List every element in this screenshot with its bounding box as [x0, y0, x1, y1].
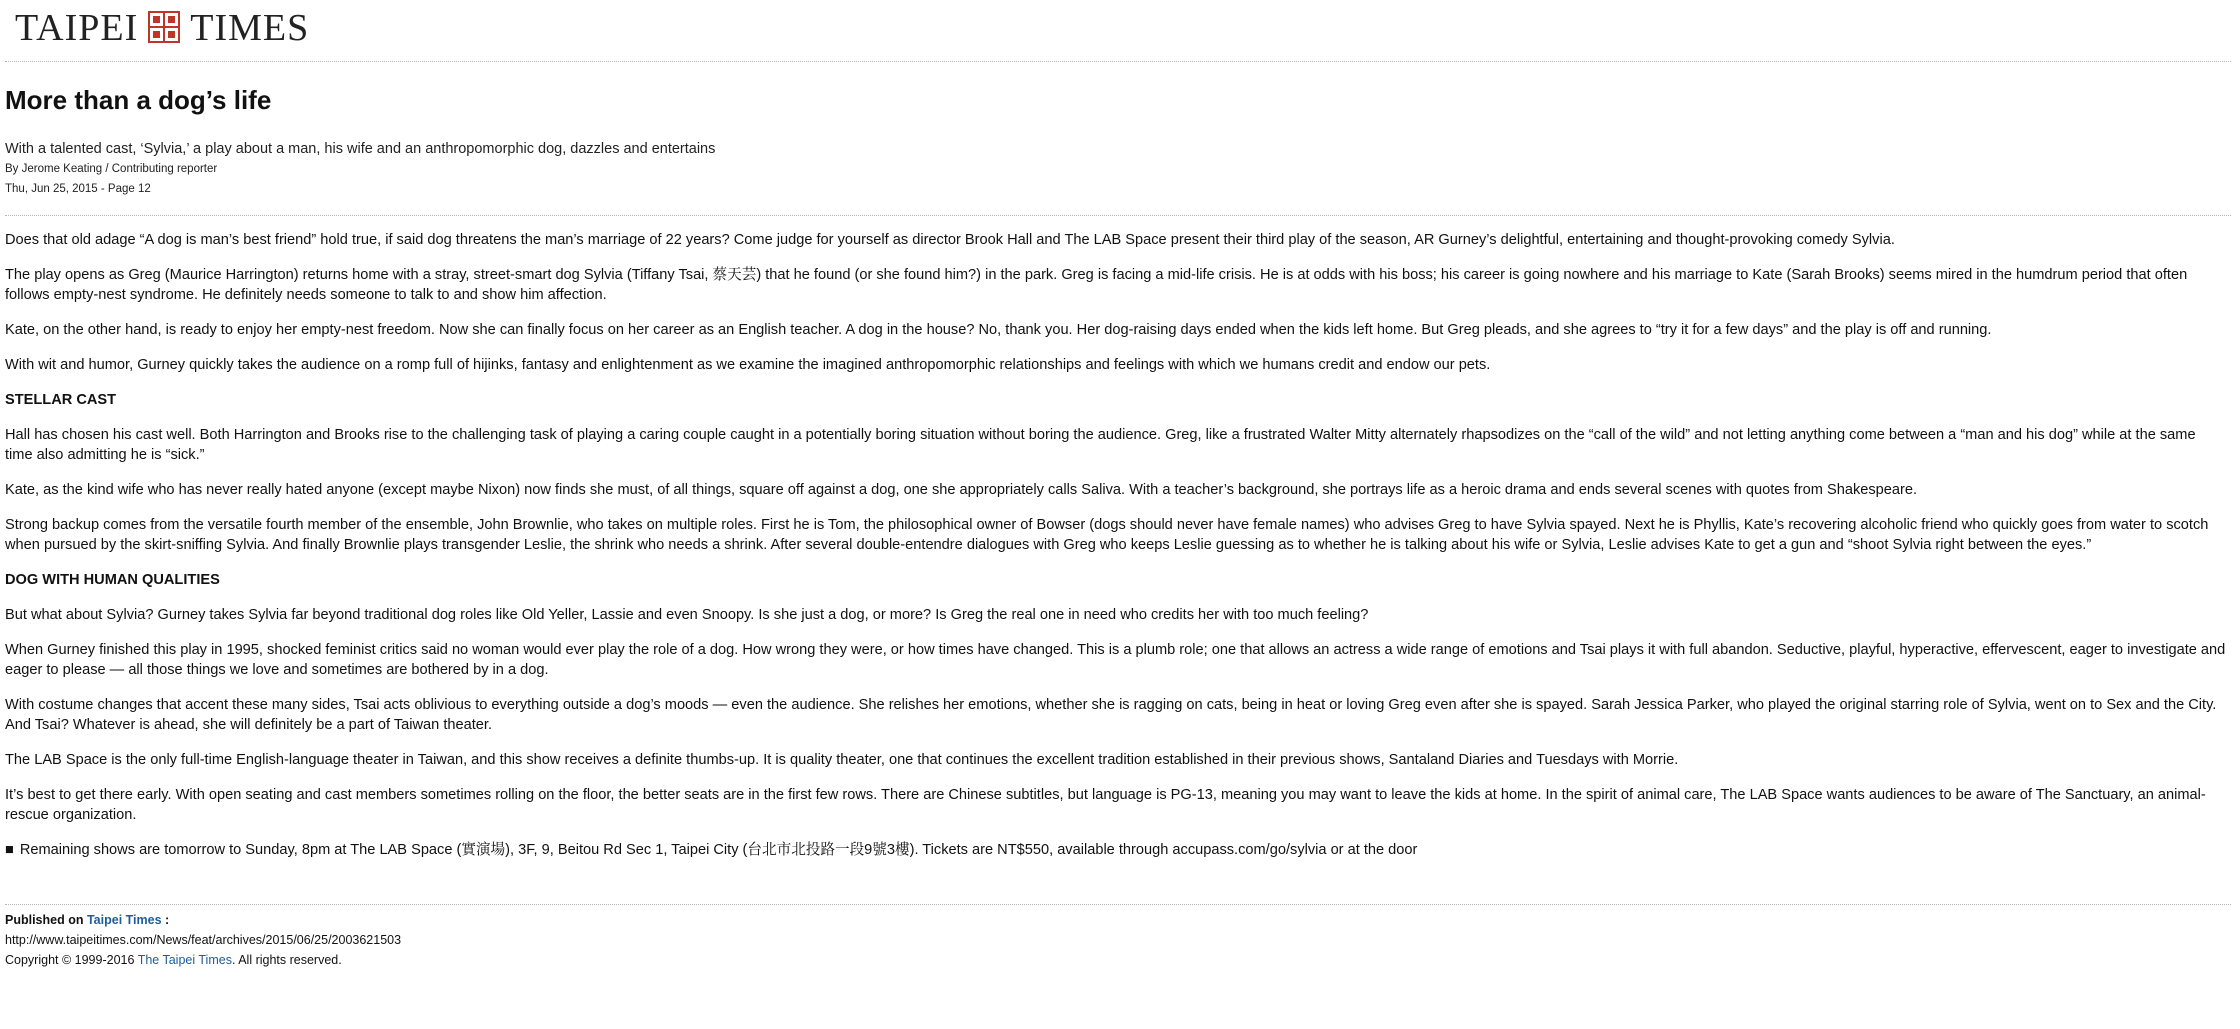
masthead-divider: [5, 61, 2231, 62]
article-paragraph: The LAB Space is the only full-time English-language theater in Taiwan, and this show receives a definite thumbs-up. It is quality theater, one that continues the excellent tradition established in their previous shows, Santaland Diaries and Tuesdays with Morrie.: [5, 752, 1679, 768]
article-paragraph: With costume changes that accent these many sides, Tsai acts oblivious to everything outside a dog’s moods — even the audience. She relishes her emotions, whether she is ragging on cats, being in heat or loving Greg even after she is spayed. Sarah Jessica Parker, who played the original starring role of Sylvia, went on to Sex and the City. And Tsai? Whatever is ahead, she will definitely be a part of Taiwan theater.: [5, 697, 2217, 733]
article-body: [5, 230, 2227, 875]
taipei-times-seal-icon: [148, 11, 180, 43]
copyright-suffix: . All rights reserved.: [231, 953, 342, 967]
copyright-line: [5, 950, 401, 970]
published-suffix: :: [165, 913, 170, 927]
show-info-text: Remaining shows are tomorrow to Sunday, 8pm at The LAB Space (實演場), 3F, 9, Beitou Rd Sec 1, Taipei City (台北市北投路一段9號3樓). Tickets are NT$550, available through accupass.com/go/sylvia or at the door: [19, 842, 1418, 858]
footer-divider: [5, 904, 2231, 905]
masthead-word-taipei: TAIPEI: [15, 7, 139, 49]
article-headline: More than a dog’s life: [5, 85, 272, 115]
article-dateline: Thu, Jun 25, 2015 - Page 12: [5, 183, 151, 195]
section-heading-dog-with-human-qualities: DOG WITH HUMAN QUALITIES: [5, 572, 220, 588]
the-taipei-times-link[interactable]: The Taipei Times: [137, 953, 232, 967]
published-prefix: Published on: [5, 913, 84, 927]
show-info-paragraph: [5, 840, 2227, 860]
article-footer: [5, 910, 401, 970]
article-paragraph: Strong backup comes from the versatile fourth member of the ensemble, John Brownlie, who takes on multiple roles. First he is Tom, the philosophical owner of Bowser (dogs should never have female names) who advises Greg to have Sylvia spayed. Next he is Phyllis, Kate’s recovering alcoholic friend who quickly goes from water to scotch when pursued by the skirt-sniffing Sylvia. And finally Brownlie plays transgender Leslie, the shrink who needs a shrink. After several double-entendre dialogues with Greg who keeps Leslie guessing as to whether he is talking about his wife or Sylvia, Leslie advises Kate to get a gun and “shoot Sylvia right between the eyes.”: [5, 517, 2209, 553]
masthead-logo[interactable]: [15, 8, 309, 48]
header-divider: [5, 215, 2231, 216]
article-paragraph: With wit and humor, Gurney quickly takes the audience on a romp full of hijinks, fantasy and enlightenment as we examine the imagined anthropomorphic relationships and feelings with which we humans credit and endow our pets.: [5, 357, 1491, 373]
article-subhead: With a talented cast, ‘Sylvia,’ a play about a man, his wife and an anthropomorphic dog, dazzles and entertains: [5, 141, 716, 157]
masthead-word-times: TIMES: [190, 7, 310, 49]
square-bullet-icon: ■: [5, 842, 14, 858]
article-paragraph: It’s best to get there early. With open seating and cast members sometimes rolling on the floor, the better seats are in the first few rows. There are Chinese subtitles, but language is PG-13, meaning you may want to leave the kids at home. In the spirit of animal care, The LAB Space wants audiences to be aware of The Sanctuary, an animal-rescue organization.: [5, 787, 2206, 823]
article-paragraph: The play opens as Greg (Maurice Harrington) returns home with a stray, street-smart dog Sylvia (Tiffany Tsai, 蔡天芸) that he found (or she found him?) in the park. Greg is facing a mid-life crisis. He is at odds with his boss; his career is going nowhere and his marriage to Kate (Sarah Brooks) seems mired in the humdrum period that often follows empty-nest syndrome. He definitely needs someone to talk to and show him affection.: [5, 267, 2188, 303]
article-byline: By Jerome Keating / Contributing reporter: [5, 163, 218, 175]
section-heading-stellar-cast: STELLAR CAST: [5, 392, 117, 408]
article-paragraph: When Gurney finished this play in 1995, shocked feminist critics said no woman would ever play the role of a dog. How wrong they were, or how times have changed. This is a plumb role; one that allows an actress a wide range of emotions and Tsai plays it with full abandon. Seductive, playful, hyperactive, effervescent, eager to investigate and eager to please — all those things we love and sometimes are bothered by in a dog.: [5, 642, 2226, 678]
copyright-prefix: Copyright © 1999-2016: [5, 953, 135, 967]
article-paragraph: Kate, as the kind wife who has never really hated anyone (except maybe Nixon) now finds she must, of all things, square off against a dog, one she appropriately calls Saliva. With a teacher’s background, she portrays life as a heroic drama and ends several scenes with quotes from Shakespeare.: [5, 482, 1918, 498]
article-paragraph: Kate, on the other hand, is ready to enjoy her empty-nest freedom. Now she can finally focus on her career as an English teacher. A dog in the house? No, thank you. Her dog-raising days ended when the kids left home. But Greg pleads, and she agrees to “try it for a few days” and the play is off and running.: [5, 322, 1992, 338]
article-paragraph: Does that old adage “A dog is man’s best friend” hold true, if said dog threatens the man’s marriage of 22 years? Come judge for yourself as director Brook Hall and The LAB Space present their third play of the season, AR Gurney’s delightful, entertaining and thought-provoking comedy Sylvia.: [5, 232, 1895, 248]
article-paragraph: But what about Sylvia? Gurney takes Sylvia far beyond traditional dog roles like Old Yeller, Lassie and even Snoopy. Is she just a dog, or more? Is Greg the real one in need who credits her with too much feeling?: [5, 607, 1369, 623]
published-line: [5, 910, 401, 930]
article-url: http://www.taipeitimes.com/News/feat/archives/2015/06/25/2003621503: [5, 933, 402, 947]
article-paragraph: Hall has chosen his cast well. Both Harrington and Brooks rise to the challenging task of playing a caring couple caught in a potentially boring situation without boring the audience. Greg, like a frustrated Walter Mitty alternately rhapsodizes on the “call of the wild” and not letting anything come between a “man and his dog” while at the same time also admitting he is “sick.”: [5, 427, 2196, 463]
taipei-times-link[interactable]: Taipei Times: [86, 913, 162, 927]
